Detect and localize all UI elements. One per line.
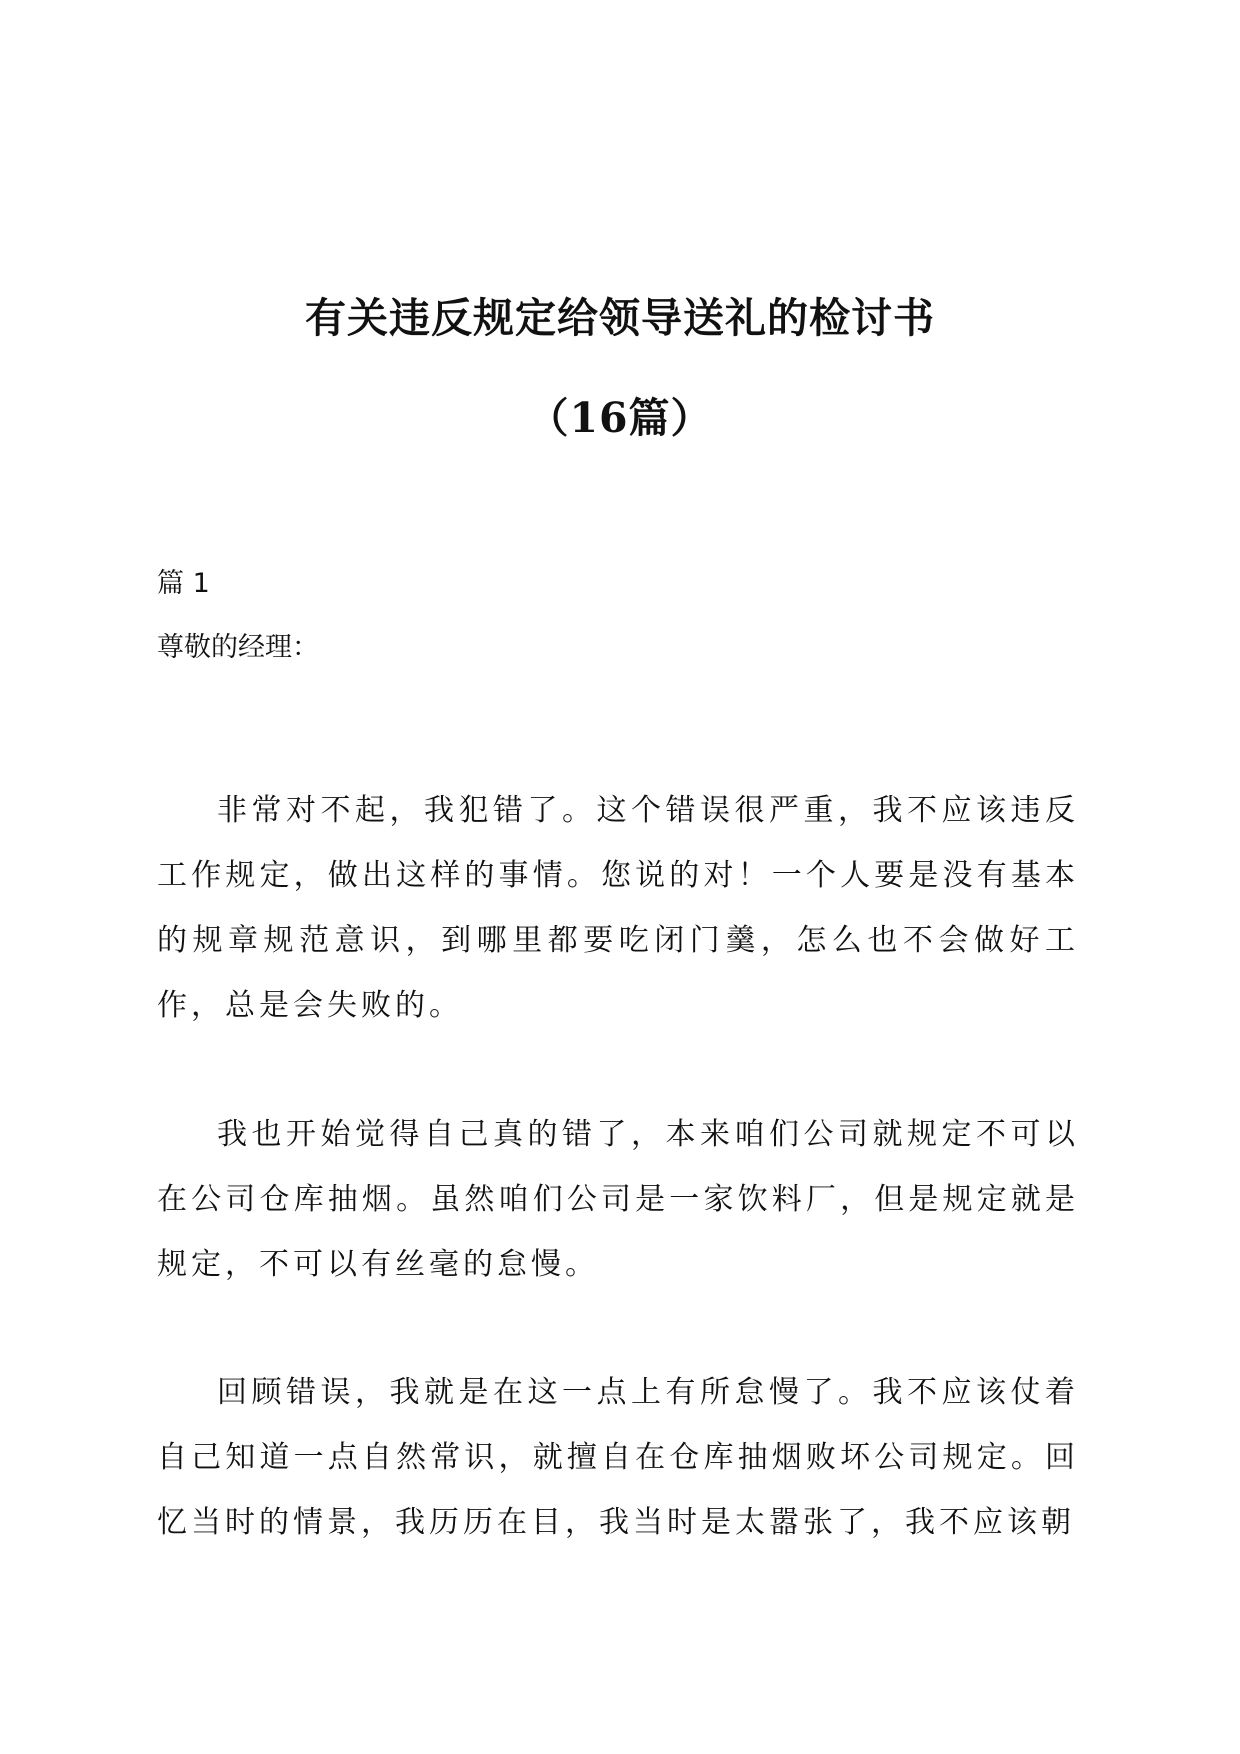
body-paragraph-3: 回顾错误，我就是在这一点上有所怠慢了。我不应该仗着自己知道一点自然常识，就擅自在仓库抽烟败坏公司规定。回忆当时的情景，我历历在目，我当时是太嚣张了，我不应该朝 <box>157 1375 1079 1540</box>
section-label: 篇 1 <box>157 568 210 599</box>
document-subtitle: （16篇） <box>527 394 713 442</box>
body-paragraph-1: 非常对不起，我犯错了。这个错误很严重，我不应该违反工作规定，做出这样的事情。您说的对！一个人要是没有基本的规章规范意识，到哪里都要吃闭门羹，怎么也不会做好工作，总是会失败的。 <box>157 793 1079 1023</box>
salutation: 尊敬的经理： <box>157 632 319 663</box>
document-title: 有关违反规定给领导送礼的检讨书 <box>305 294 935 342</box>
body-paragraph-2: 我也开始觉得自己真的错了，本来咱们公司就规定不可以在公司仓库抽烟。虽然咱们公司是一家饮料厂，但是规定就是规定，不可以有丝毫的怠慢。 <box>157 1117 1079 1282</box>
